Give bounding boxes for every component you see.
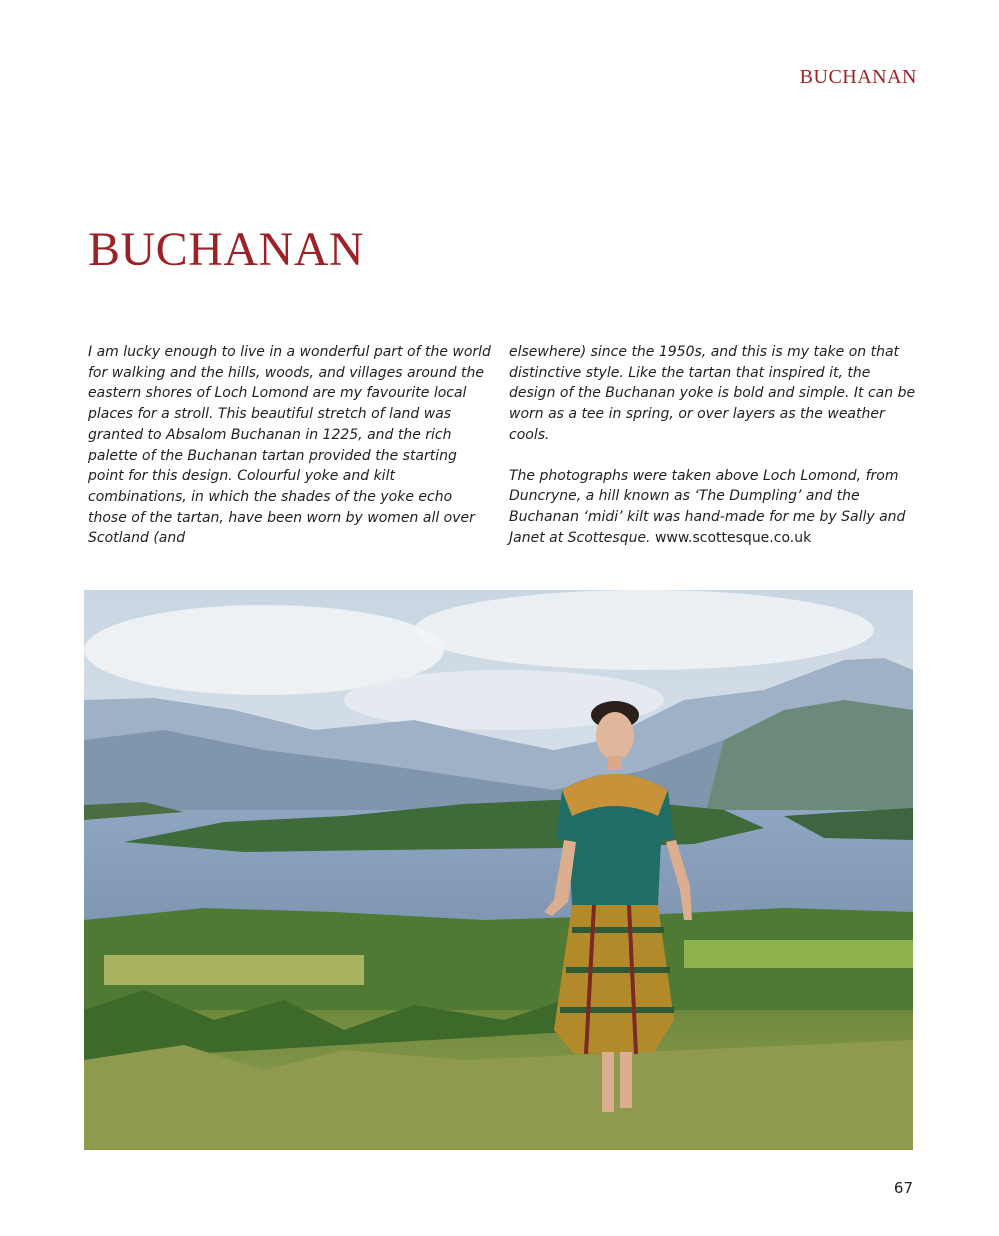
photo-credit-paragraph xyxy=(509,466,919,549)
page-number: 67 xyxy=(893,1179,913,1197)
intro-paragraph: I am lucky enough to live in a wonderful part of the world for walking and the hills, woods, and villages around the eastern shores of Loch Lomond are my favourite local places for a stroll. This beautiful stretch of land was granted to Absalom Buchanan in 1225, and the rich palette of the Buchanan tartan provided the starting point for this design. Colourful yoke and kilt combinations, in which the shades of the yoke echo those of the tartan, have been worn by women all over Scotland (and xyxy=(88,344,491,547)
intro-paragraph-continued: elsewhere) since the 1950s, and this is my take on that distinctive style. Like the tartan that inspired it, the design of the Buchanan yoke is bold and simple. It can be worn as a tee in spring, or over layers as the weather cools. xyxy=(509,344,916,443)
running-header: BUCHANAN xyxy=(799,66,917,88)
landscape-illustration xyxy=(84,590,913,1150)
text-column-left xyxy=(88,342,492,549)
text-column-right xyxy=(509,342,919,548)
photo-credit-text: The photographs were taken above Loch Lomond, from Duncryne, a hill known as ‘The Dumpling’ and the Buchanan ‘midi’ kilt was hand-made for me by Sally and Janet at Scottesque. xyxy=(509,467,906,546)
article-title: BUCHANAN xyxy=(88,223,365,276)
scottesque-link[interactable]: www.scottesque.co.uk xyxy=(654,529,812,546)
loch-lomond-photo xyxy=(84,590,913,1150)
